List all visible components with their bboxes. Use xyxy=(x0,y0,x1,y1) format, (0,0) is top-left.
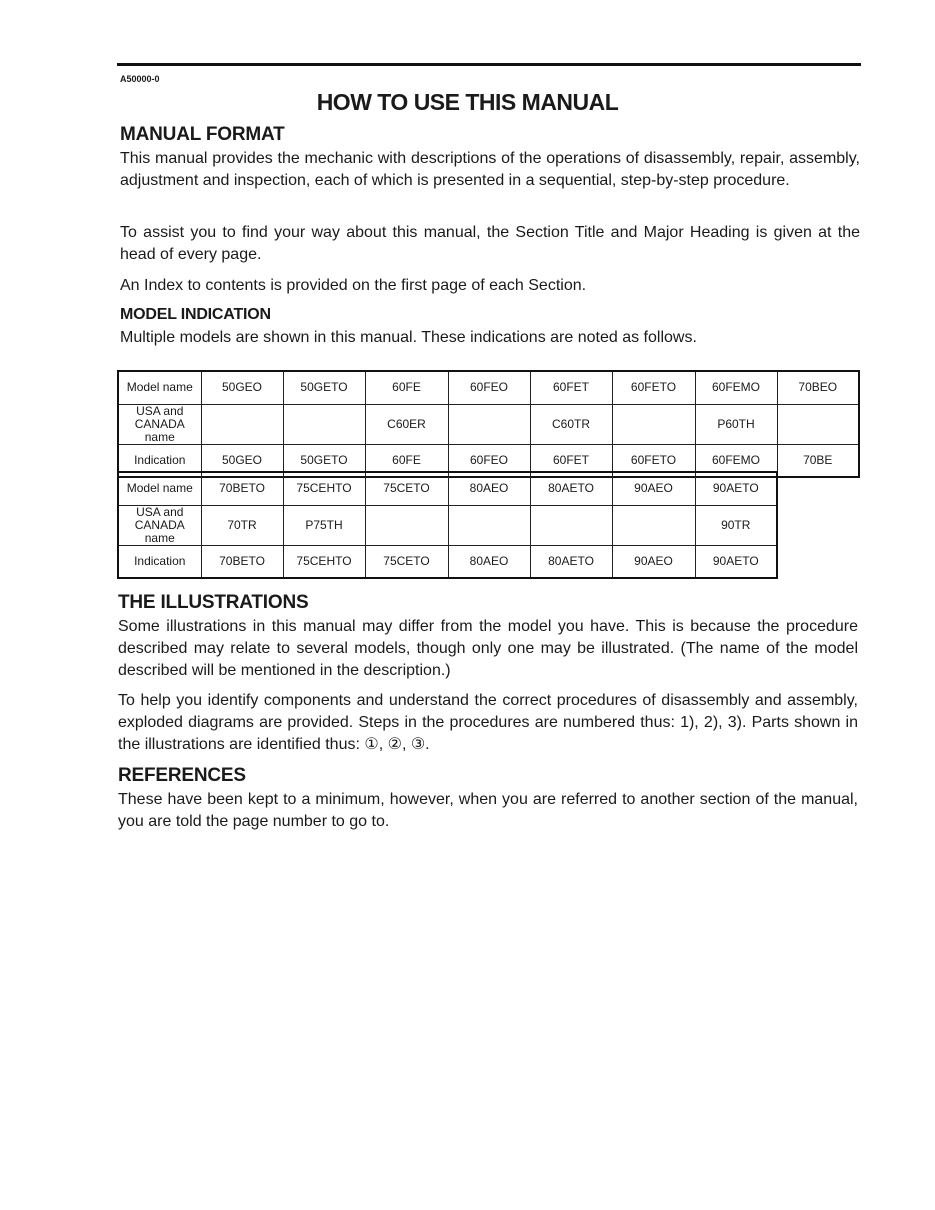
table-cell: C60ER xyxy=(365,404,448,444)
manual-format-paragraph-3: An Index to contents is provided on the first page of each Section. xyxy=(120,277,587,294)
table-cell: 75CEHTO xyxy=(283,545,365,578)
table-cell: 60FET xyxy=(530,444,612,477)
table-cell xyxy=(530,505,612,545)
table-cell: C60TR xyxy=(530,404,612,444)
row-header-line: USA and xyxy=(136,504,184,519)
page-title: HOW TO USE THIS MANUAL xyxy=(316,89,619,115)
model-table-2 xyxy=(117,471,778,579)
table-cell: 90AEO xyxy=(612,545,695,578)
row-header-usa-canada xyxy=(118,404,201,444)
table-cell xyxy=(777,404,859,444)
model-name-row xyxy=(118,472,777,505)
illustrations-paragraph-2: To help you identify components and understand the correct procedures of disassembly and assembly, exploded diagrams are provided. Steps in the procedures are numbered thus: 1), 2), 3). Parts shown in the illustrations are identified thus: ①, ②, ③. xyxy=(118,692,858,753)
table-cell: 70BEO xyxy=(777,371,859,404)
table-cell: 80AETO xyxy=(530,545,612,578)
references-heading: REFERENCES xyxy=(118,765,246,786)
illustrations-heading: THE ILLUSTRATIONS xyxy=(118,592,309,613)
table-cell xyxy=(612,404,695,444)
table-cell: 60FET xyxy=(530,371,612,404)
row-header-model-name: Model name xyxy=(118,472,201,505)
row-header-line: CANADA name xyxy=(134,416,185,444)
table-cell: 90AETO xyxy=(695,545,777,578)
model-indication-heading: MODEL INDICATION xyxy=(120,306,271,323)
table-cell: P75TH xyxy=(283,505,365,545)
table-cell xyxy=(365,505,448,545)
table-cell xyxy=(283,404,365,444)
row-header-indication: Indication xyxy=(118,444,201,477)
illustrations-paragraph-1: Some illustrations in this manual may differ from the model you have. This is because the procedure described may relate to several models, though only one may be illustrated. (The name of the model described will be mentioned in the description.) xyxy=(118,618,858,679)
row-header-usa-canada xyxy=(118,505,201,545)
table-cell: 60FEMO xyxy=(695,444,777,477)
table-cell: 50GETO xyxy=(283,444,365,477)
model-indication-intro: Multiple models are shown in this manual. These indications are noted as follows. xyxy=(120,329,697,346)
table-cell: 60FE xyxy=(365,371,448,404)
table-cell: 60FEMO xyxy=(695,371,777,404)
row-header-line: USA and xyxy=(136,403,184,418)
table-cell: 50GEO xyxy=(201,371,283,404)
table-cell: 75CETO xyxy=(365,472,448,505)
table-cell: 50GETO xyxy=(283,371,365,404)
table-cell: P60TH xyxy=(695,404,777,444)
table-cell xyxy=(448,505,530,545)
table-cell: 50GEO xyxy=(201,444,283,477)
page-code: A50000-0 xyxy=(120,74,160,84)
table-cell: 60FE xyxy=(365,444,448,477)
usa-canada-row xyxy=(118,404,859,444)
table-cell: 60FETO xyxy=(612,444,695,477)
model-name-row xyxy=(118,371,859,404)
table-cell: 70BETO xyxy=(201,472,283,505)
manual-format-paragraph-1: This manual provides the mechanic with descriptions of the operations of disassembly, repair, assembly, adjustment and inspection, each of which is presented in a sequential, step-by-step procedure. xyxy=(120,150,860,189)
table-cell xyxy=(448,404,530,444)
table-cell: 80AEO xyxy=(448,472,530,505)
table-cell: 60FEO xyxy=(448,371,530,404)
top-rule xyxy=(117,63,861,66)
table-cell: 75CEHTO xyxy=(283,472,365,505)
table-cell: 90AETO xyxy=(695,472,777,505)
indication-row xyxy=(118,545,777,578)
table-cell xyxy=(612,505,695,545)
table-cell: 75CETO xyxy=(365,545,448,578)
table-cell: 90TR xyxy=(695,505,777,545)
usa-canada-row xyxy=(118,505,777,545)
references-paragraph: These have been kept to a minimum, however, when you are referred to another section of the manual, you are told the page number to go to. xyxy=(118,791,858,830)
table-cell: 80AETO xyxy=(530,472,612,505)
table-cell: 60FETO xyxy=(612,371,695,404)
table-cell: 70BE xyxy=(777,444,859,477)
manual-format-paragraph-2: To assist you to find your way about this manual, the Section Title and Major Heading is given at the head of every page. xyxy=(120,224,860,263)
row-header-line: CANADA name xyxy=(134,517,185,545)
row-header-model-name: Model name xyxy=(118,371,201,404)
table-cell: 70TR xyxy=(201,505,283,545)
model-table-1 xyxy=(117,370,860,478)
table-cell: 70BETO xyxy=(201,545,283,578)
table-cell: 90AEO xyxy=(612,472,695,505)
table-cell: 80AEO xyxy=(448,545,530,578)
row-header-indication: Indication xyxy=(118,545,201,578)
manual-format-heading: MANUAL FORMAT xyxy=(120,124,285,145)
table-cell xyxy=(201,404,283,444)
table-cell: 60FEO xyxy=(448,444,530,477)
